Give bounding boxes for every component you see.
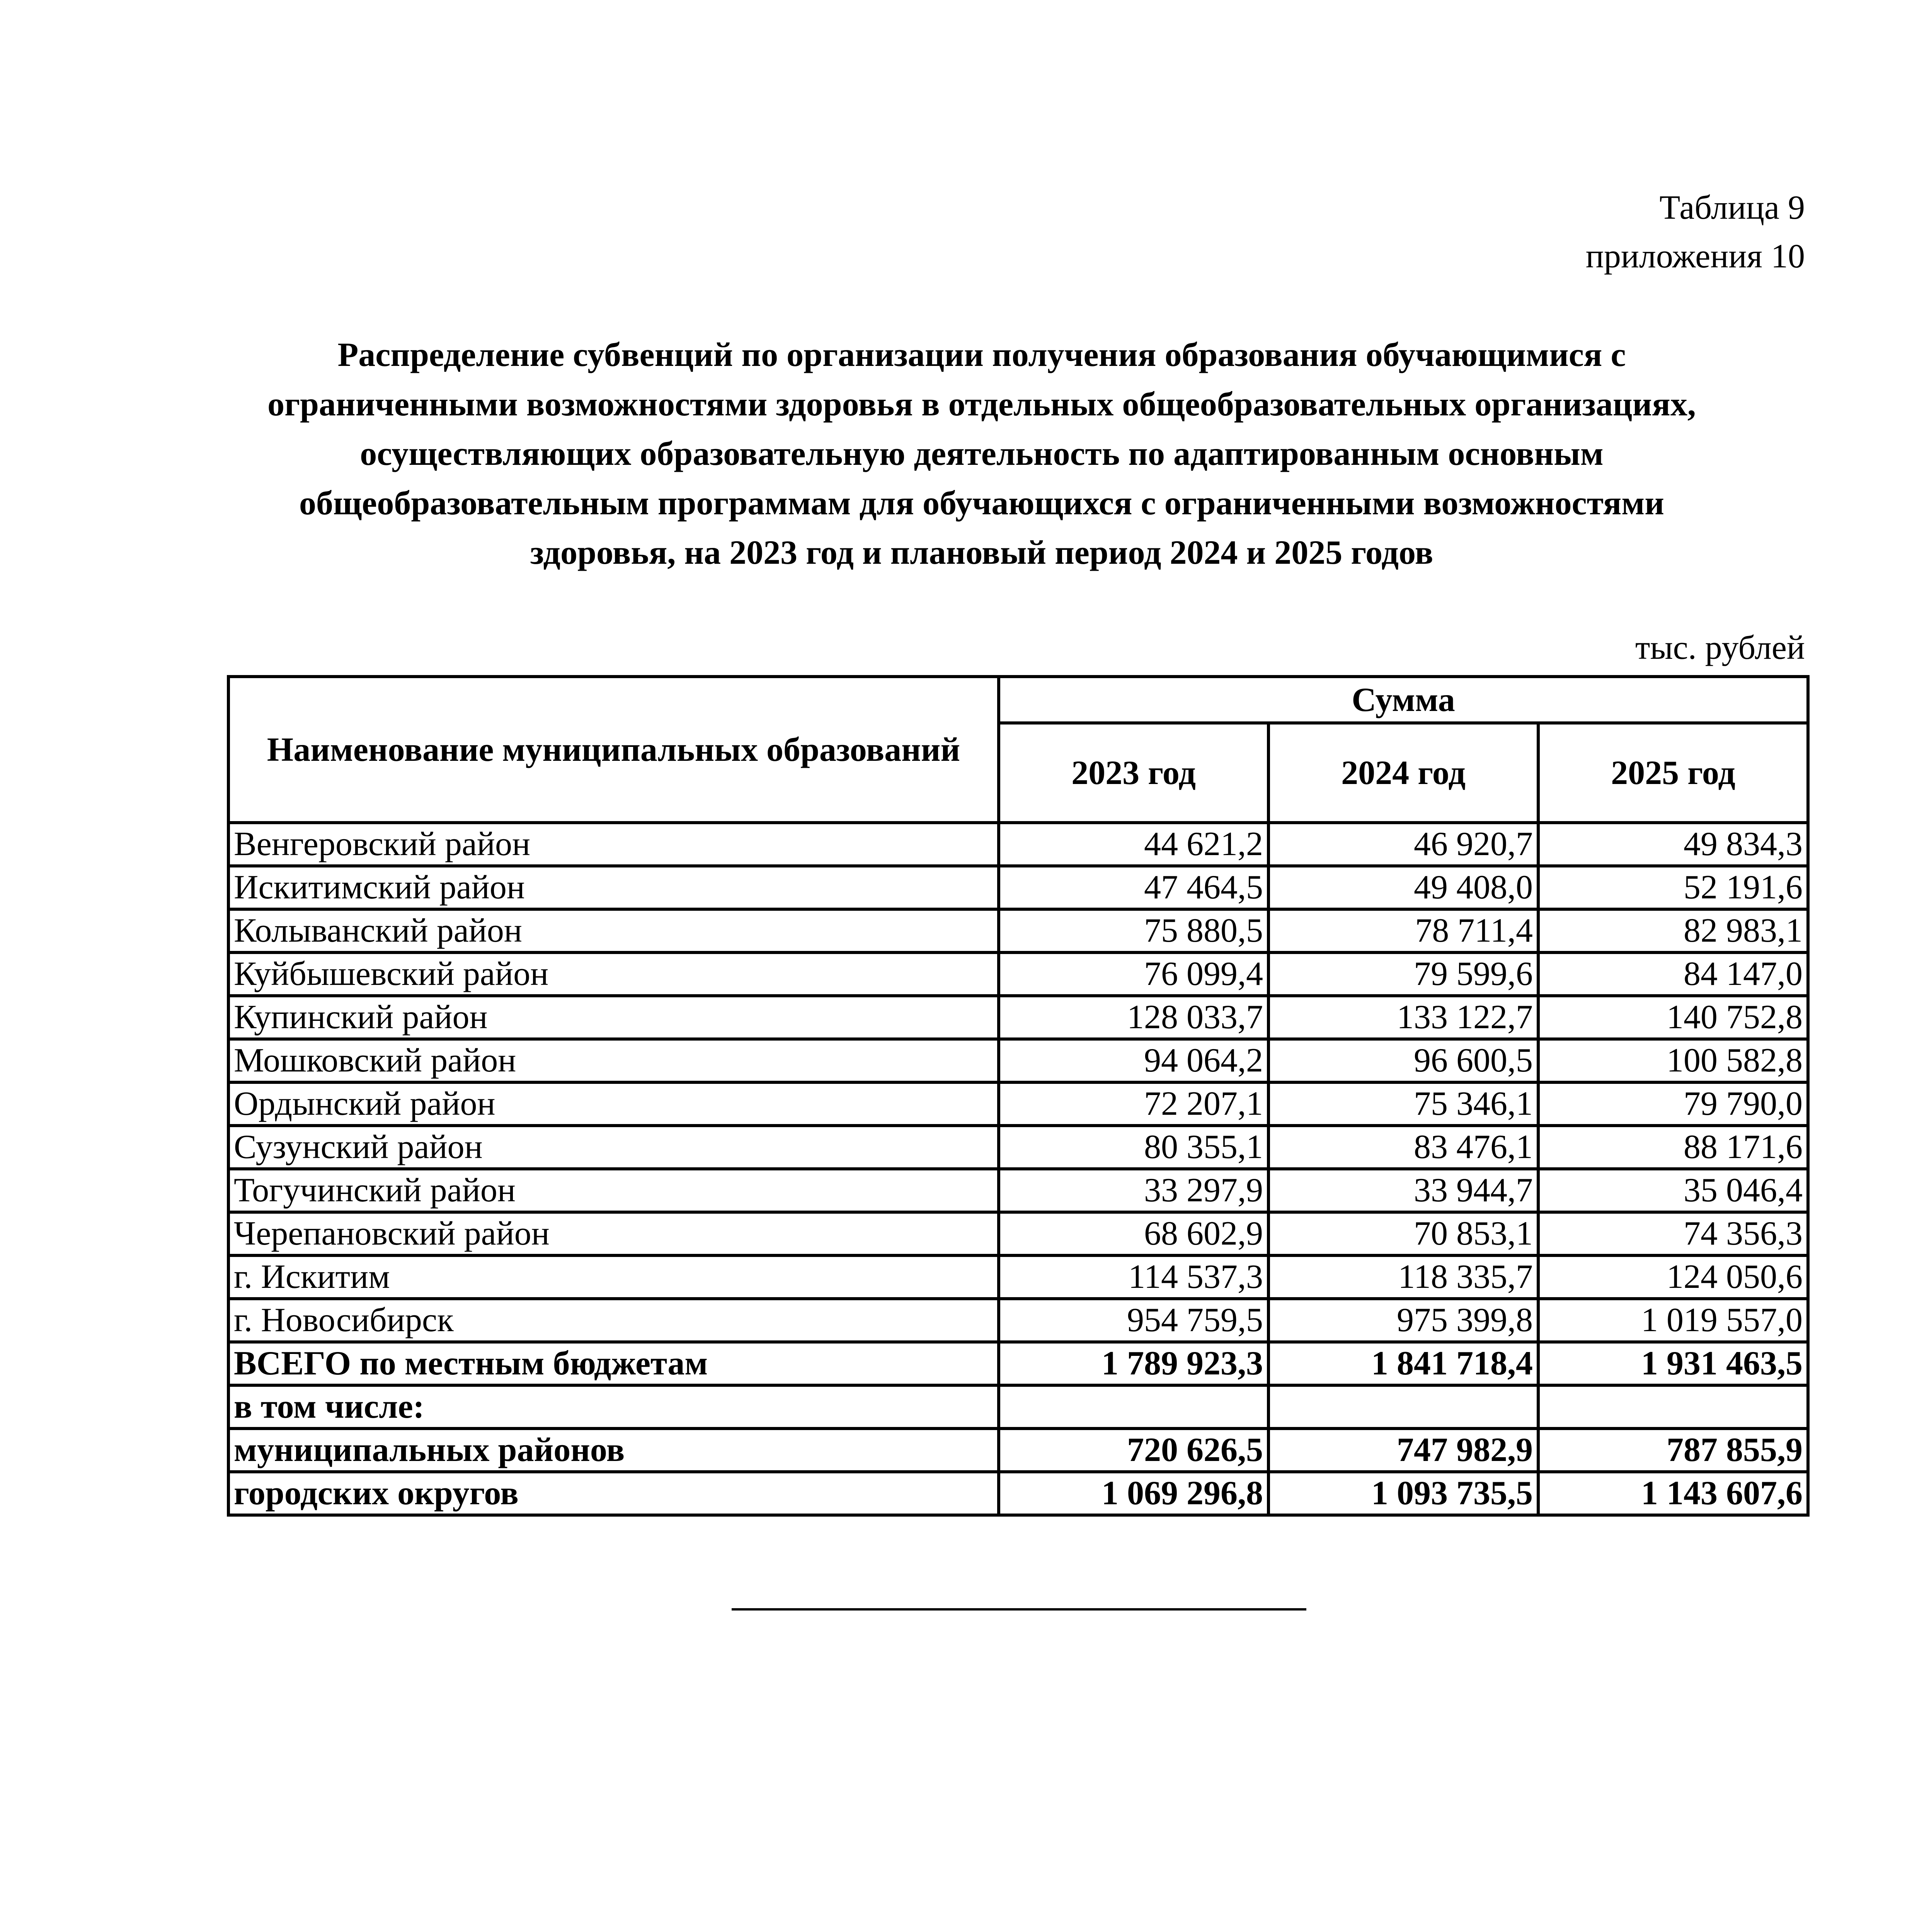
value-2025: 88 171,6 [1538, 1126, 1808, 1169]
value-2025: 100 582,8 [1538, 1039, 1808, 1082]
including-row [228, 1385, 1808, 1429]
districts-subtotal-row [228, 1429, 1808, 1472]
value-2025: 84 147,0 [1538, 952, 1808, 996]
city-okrugs-subtotal-row [228, 1472, 1808, 1515]
municipality-name: г. Искитим [228, 1255, 999, 1299]
value-2023: 80 355,1 [999, 1126, 1268, 1169]
total-2023: 1 789 923,3 [999, 1342, 1268, 1385]
total-2025: 1 931 463,5 [1538, 1342, 1808, 1385]
municipality-name: Венгеровский район [228, 823, 999, 866]
end-rule-divider [732, 1608, 1306, 1611]
value-2025: 124 050,6 [1538, 1255, 1808, 1299]
column-header-name: Наименование муниципальных образований [228, 677, 999, 823]
value-2023: 68 602,9 [999, 1212, 1268, 1255]
value-2024: 133 122,7 [1268, 996, 1538, 1039]
value-2025: 1 019 557,0 [1538, 1299, 1808, 1342]
column-header-2023: 2023 год [999, 723, 1268, 823]
table-row [228, 1169, 1808, 1212]
value-2024: 78 711,4 [1268, 909, 1538, 952]
value-2025: 35 046,4 [1538, 1169, 1808, 1212]
municipality-name: Черепановский район [228, 1212, 999, 1255]
municipality-name: Искитимский район [228, 866, 999, 909]
municipality-name: Мошковский район [228, 1039, 999, 1082]
municipality-name: Тогучинский район [228, 1169, 999, 1212]
table-row [228, 823, 1808, 866]
table-number: Таблица 9 [1659, 189, 1805, 226]
municipality-name: Колыванский район [228, 909, 999, 952]
value-2025: 52 191,6 [1538, 866, 1808, 909]
title-line: осуществляющих образовательную деятельность по адаптированным основным [360, 435, 1604, 473]
city-okrugs-2025: 1 143 607,6 [1538, 1472, 1808, 1515]
districts-label: муниципальных районов [228, 1429, 999, 1472]
municipality-name: Купинский район [228, 996, 999, 1039]
municipality-name: Ордынский район [228, 1082, 999, 1126]
document-title [216, 330, 1747, 578]
column-header-2025: 2025 год [1538, 723, 1808, 823]
value-2024: 75 346,1 [1268, 1082, 1538, 1126]
value-2023: 94 064,2 [999, 1039, 1268, 1082]
districts-2025: 787 855,9 [1538, 1429, 1808, 1472]
table-row [228, 1126, 1808, 1169]
value-2024: 79 599,6 [1268, 952, 1538, 996]
municipality-name: Куйбышевский район [228, 952, 999, 996]
title-line: общеобразовательным программам для обучающихся с ограниченными возможностями [299, 485, 1664, 522]
value-2024: 975 399,8 [1268, 1299, 1538, 1342]
subvention-table [227, 675, 1810, 1517]
value-2023: 44 621,2 [999, 823, 1268, 866]
table-row [228, 1212, 1808, 1255]
districts-2023: 720 626,5 [999, 1429, 1268, 1472]
total-label: ВСЕГО по местным бюджетам [228, 1342, 999, 1385]
city-okrugs-2024: 1 093 735,5 [1268, 1472, 1538, 1515]
column-header-2024: 2024 год [1268, 723, 1538, 823]
value-2025: 79 790,0 [1538, 1082, 1808, 1126]
city-okrugs-2023: 1 069 296,8 [999, 1472, 1268, 1515]
value-2025: 82 983,1 [1538, 909, 1808, 952]
districts-2024: 747 982,9 [1268, 1429, 1538, 1472]
total-row [228, 1342, 1808, 1385]
value-2023: 954 759,5 [999, 1299, 1268, 1342]
including-label: в том числе: [228, 1385, 999, 1429]
value-2025: 74 356,3 [1538, 1212, 1808, 1255]
value-2024: 118 335,7 [1268, 1255, 1538, 1299]
table-row [228, 1299, 1808, 1342]
appendix-reference: приложения 10 [1585, 238, 1805, 275]
title-line: Распределение субвенций по организации получения образования обучающимися с [337, 336, 1626, 374]
table-row [228, 866, 1808, 909]
value-2023: 47 464,5 [999, 866, 1268, 909]
table-header-row [228, 677, 1808, 723]
value-2025: 49 834,3 [1538, 823, 1808, 866]
value-2023: 33 297,9 [999, 1169, 1268, 1212]
units-label: тыс. рублей [1635, 629, 1805, 667]
column-header-sum: Сумма [999, 677, 1808, 723]
value-2023: 114 537,3 [999, 1255, 1268, 1299]
value-2024: 83 476,1 [1268, 1126, 1538, 1169]
value-2023: 76 099,4 [999, 952, 1268, 996]
table-row [228, 909, 1808, 952]
title-line: ограниченными возможностями здоровья в отдельных общеобразовательных организациях, [267, 386, 1696, 423]
value-2023: 75 880,5 [999, 909, 1268, 952]
value-2025: 140 752,8 [1538, 996, 1808, 1039]
table-row [228, 952, 1808, 996]
table-label [1586, 184, 1805, 281]
value-2024: 96 600,5 [1268, 1039, 1538, 1082]
table-row [228, 1255, 1808, 1299]
value-2024: 49 408,0 [1268, 866, 1538, 909]
municipality-name: г. Новосибирск [228, 1299, 999, 1342]
value-2023: 72 207,1 [999, 1082, 1268, 1126]
city-okrugs-label: городских округов [228, 1472, 999, 1515]
title-line: здоровья, на 2023 год и плановый период 2024 и 2025 годов [530, 534, 1433, 571]
value-2024: 33 944,7 [1268, 1169, 1538, 1212]
table-row [228, 1039, 1808, 1082]
value-2023: 128 033,7 [999, 996, 1268, 1039]
empty-cell [1268, 1385, 1538, 1429]
empty-cell [1538, 1385, 1808, 1429]
municipality-name: Сузунский район [228, 1126, 999, 1169]
empty-cell [999, 1385, 1268, 1429]
table-row [228, 996, 1808, 1039]
value-2024: 70 853,1 [1268, 1212, 1538, 1255]
value-2024: 46 920,7 [1268, 823, 1538, 866]
table-row [228, 1082, 1808, 1126]
total-2024: 1 841 718,4 [1268, 1342, 1538, 1385]
